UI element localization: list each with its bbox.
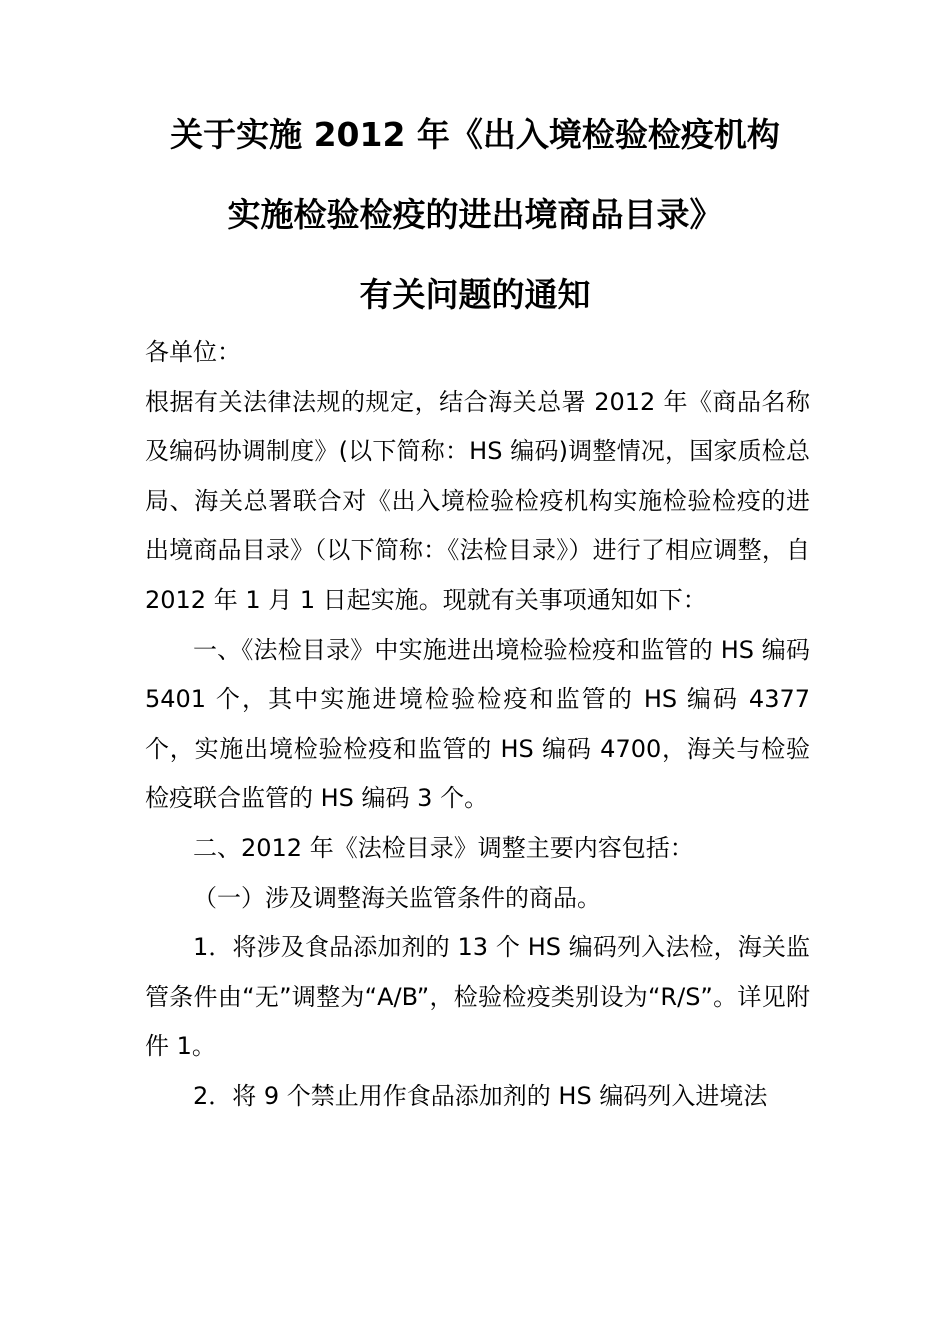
- salutation: 各单位：: [145, 338, 241, 366]
- title-line-1: 关于实施 2012 年《出入境检验检疫机构: [170, 115, 780, 154]
- title-line-2: 实施检验检疫的进出境商品目录》: [227, 195, 723, 234]
- document-body: [145, 328, 810, 1122]
- paragraph-section-2: 二、2012 年《法检目录》调整主要内容包括：: [193, 833, 694, 862]
- paragraph-intro: 根据有关法律法规的规定，结合海关总署 2012 年《商品名称及编码协调制度》(以下简称：HS 编码)调整情况，国家质检总局、海关总署联合对《出入境检验检疫机构实施检验检疫的进出境商品目录》（以下简称：《法检目录》）进行了相应调整，自 2012 年 1 月 1 日起实施。现就有关事项通知如下：: [145, 387, 810, 614]
- paragraph-item-1: 1．将涉及食品添加剂的 13 个 HS 编码列入法检，海关监管条件由“无”调整为“A/B”，检验检疫类别设为“R/S”。详见附件 1。: [145, 933, 810, 1061]
- paragraph-item-2: 2．将 9 个禁止用作食品添加剂的 HS 编码列入进境法: [193, 1081, 768, 1110]
- title-line-3: 有关问题的通知: [359, 275, 591, 314]
- paragraph-subsection-1: （一）涉及调整海关监管条件的商品。: [193, 883, 601, 912]
- paragraph-section-1: 一、《法检目录》中实施进出境检验检疫和监管的 HS 编码 5401 个，其中实施进境检验检疫和监管的 HS 编码 4377 个，实施出境检验检疫和监管的 HS 编码 4700，海关与检验检疫联合监管的 HS 编码 3 个。: [145, 635, 810, 813]
- document-title: [0, 0, 950, 335]
